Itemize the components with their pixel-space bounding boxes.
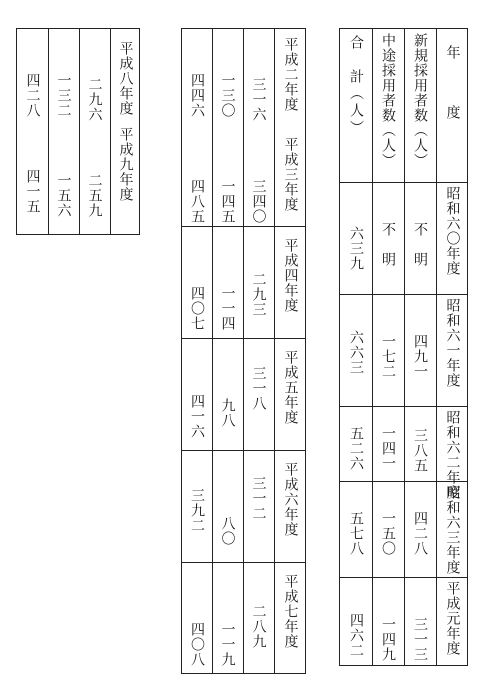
mid-career-cell: 一七二: [380, 334, 396, 379]
new-hires-cell: 二八九: [250, 604, 267, 649]
year-label: 平成元年度: [444, 581, 461, 656]
year-label: 昭和六二年度: [444, 410, 461, 500]
col-header-new-hires: 新規採用者数（人）: [412, 33, 428, 168]
row-header-year: 年 度: [444, 45, 461, 135]
total-cell: 四四六: [189, 73, 205, 118]
year-label: 昭和六三年度: [444, 485, 461, 575]
mid-career-cell: 一一九: [219, 622, 236, 667]
total-cell: 四〇七: [189, 286, 205, 331]
year-label: 昭和六〇年度: [444, 186, 461, 276]
total-cell: 四六二: [348, 613, 364, 658]
new-hires-cell: 三四〇: [250, 179, 267, 224]
total-cell: 四八五: [189, 179, 205, 224]
new-hires-cell: 二五九: [86, 173, 103, 218]
year-label: 平成九年度: [117, 127, 134, 202]
year-label: 平成三年度: [282, 137, 299, 212]
table-heisei-2-7: [181, 28, 306, 674]
new-hires-cell: 不 明: [412, 222, 428, 267]
year-label: 平成八年度: [117, 41, 134, 116]
mid-career-cell: 一一四: [219, 286, 236, 331]
year-label: 昭和六一年度: [444, 298, 461, 388]
new-hires-cell: 二九六: [86, 77, 103, 122]
table-heisei-8-9: [16, 28, 140, 235]
new-hires-cell: 三一二: [250, 476, 267, 521]
mid-career-cell: 一四一: [380, 426, 396, 471]
year-label: 平成五年度: [282, 350, 299, 425]
new-hires-cell: 四九一: [412, 334, 428, 379]
total-cell: 五七八: [348, 511, 364, 556]
total-cell: 六三九: [348, 226, 364, 271]
year-label: 平成七年度: [282, 574, 299, 649]
new-hires-cell: 四二八: [412, 511, 428, 556]
mid-career-cell: 不 明: [380, 222, 396, 267]
total-cell: 五二六: [348, 426, 364, 471]
total-cell: 四〇八: [189, 622, 205, 667]
mid-career-cell: 一五〇: [380, 511, 396, 556]
year-label: 平成四年度: [282, 238, 299, 313]
col-header-total: 合 計（人）: [348, 35, 364, 137]
total-cell: 四一五: [24, 169, 41, 214]
mid-career-cell: 一三二: [55, 73, 72, 118]
new-hires-cell: 三一八: [250, 366, 267, 411]
year-label: 平成二年度: [282, 37, 299, 112]
mid-career-cell: 八〇: [219, 516, 236, 546]
mid-career-cell: 九八: [219, 398, 236, 428]
year-label: 平成六年度: [282, 462, 299, 537]
mid-career-cell: 一三〇: [219, 73, 236, 118]
total-cell: 三九二: [189, 488, 205, 533]
new-hires-cell: 二九三: [250, 272, 267, 317]
mid-career-cell: 一四五: [219, 179, 236, 224]
new-hires-cell: 三一三: [412, 617, 428, 662]
mid-career-cell: 一四九: [380, 617, 396, 662]
table-showa: [339, 28, 468, 666]
mid-career-cell: 一五六: [55, 173, 72, 218]
total-cell: 六六三: [348, 330, 364, 375]
total-cell: 四一六: [189, 394, 205, 439]
new-hires-cell: 三八五: [412, 428, 428, 473]
new-hires-cell: 三一六: [250, 77, 267, 122]
col-header-mid-career: 中途採用者数（人）: [380, 33, 396, 168]
total-cell: 四二八: [24, 73, 41, 118]
